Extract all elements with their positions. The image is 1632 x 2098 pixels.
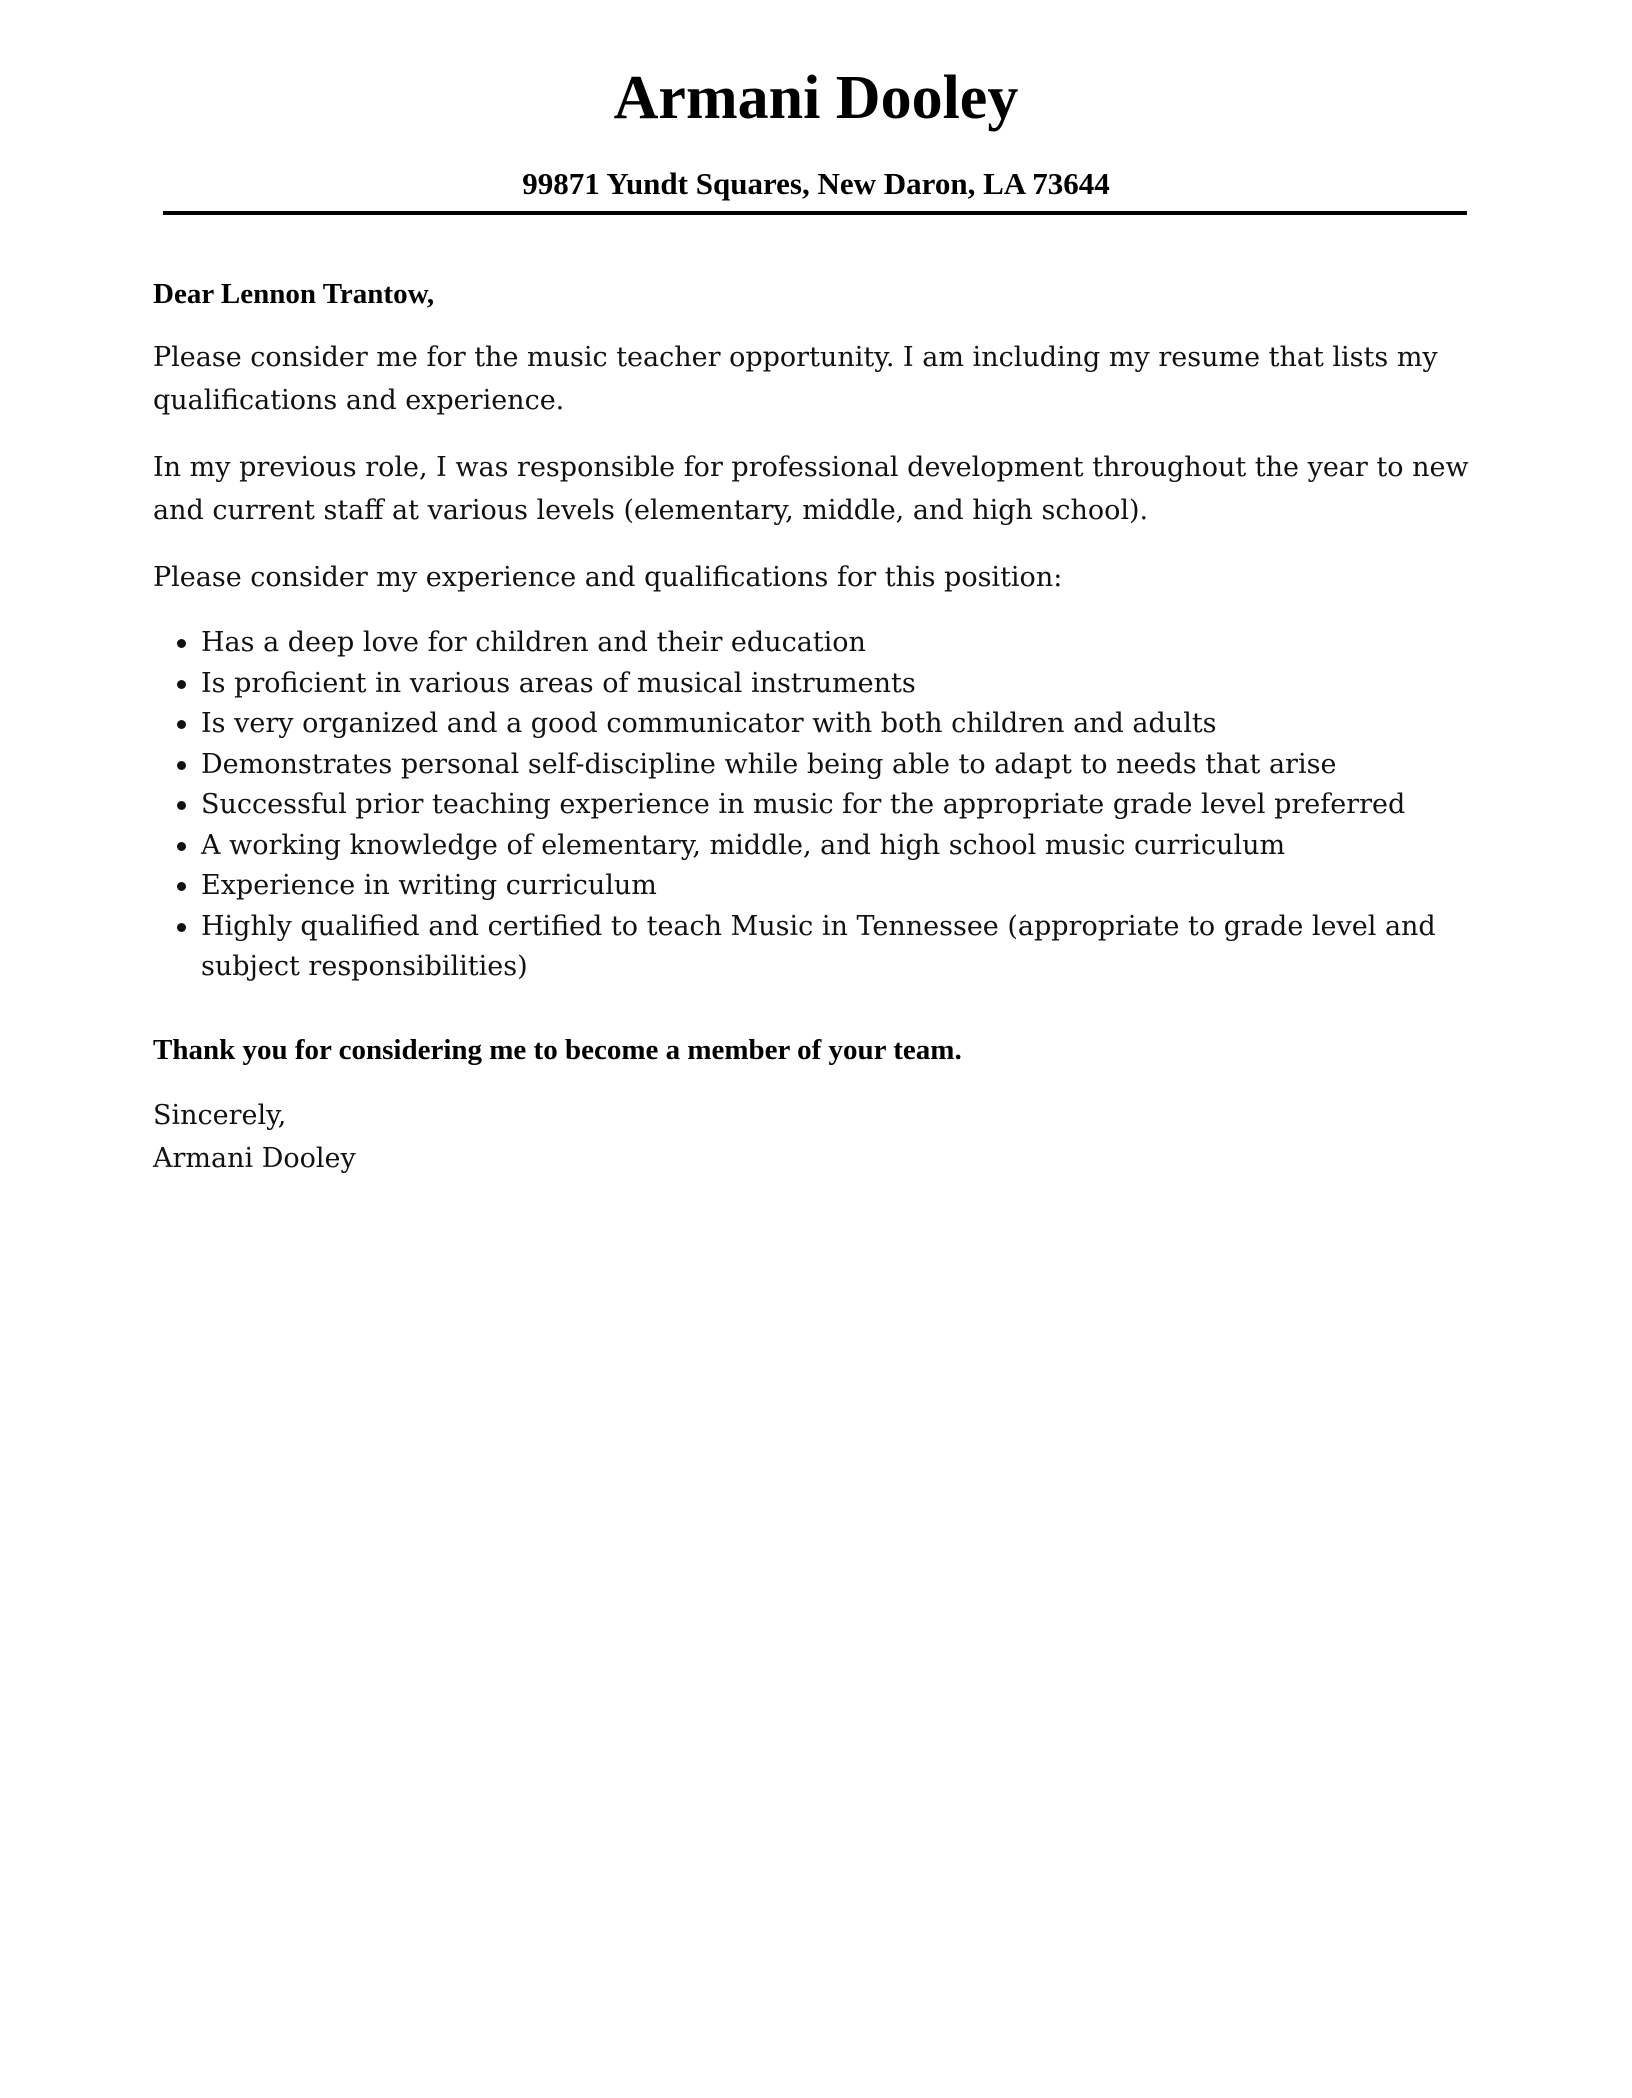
paragraph-qualifications-lead: Please consider my experience and qualifications for this position: (153, 562, 1063, 593)
sender-name: Armani Dooley (613, 64, 1019, 132)
signature-name: Armani Dooley (153, 1142, 356, 1174)
list-item-text: Is proficient in various areas of musical instruments (201, 667, 916, 699)
bullet-icon (177, 923, 186, 932)
sign-off-block (153, 1094, 1483, 1180)
list-item-text: Demonstrates personal self-discipline while being able to adapt to needs that arise (201, 748, 1337, 780)
list-item (153, 826, 1483, 867)
list-item-text: Experience in writing curriculum (201, 870, 657, 901)
list-item (153, 664, 1483, 705)
bullet-icon (177, 801, 186, 810)
list-item (153, 745, 1483, 786)
list-item-text: Is very organized and a good communicator with both children and adults (201, 708, 1217, 739)
list-item (153, 623, 1483, 664)
list-item (153, 704, 1483, 745)
list-item-text: Highly qualified and certified to teach Music in Tennessee (appropriate to grade level and subject responsibilities) (201, 910, 1436, 982)
qualifications-list (153, 623, 1483, 988)
list-item-text: A working knowledge of elementary, middle, and high school music curriculum (201, 829, 1286, 861)
bullet-icon (177, 680, 186, 689)
closing-statement: Thank you for considering me to become a member of your team. (153, 1033, 962, 1066)
bullet-icon (177, 720, 186, 729)
bullet-icon (177, 882, 186, 891)
letter-body (153, 274, 1483, 1180)
list-item-text: Has a deep love for children and their education (201, 627, 866, 658)
salutation: Dear Lennon Trantow, (153, 278, 435, 310)
list-item (153, 907, 1483, 988)
paragraph-intro: Please consider me for the music teacher opportunity. I am including my resume that lists my qualifications and experience. (153, 342, 1438, 416)
sign-off: Sincerely, (153, 1099, 287, 1131)
list-item (153, 866, 1483, 907)
list-item (153, 785, 1483, 826)
bullet-icon (177, 761, 186, 770)
sender-address: 99871 Yundt Squares, New Daron, LA 73644 (522, 166, 1110, 201)
bullet-icon (177, 842, 186, 851)
bullet-icon (177, 639, 186, 648)
header-divider (163, 211, 1467, 215)
list-item-text: Successful prior teaching experience in music for the appropriate grade level preferred (201, 789, 1406, 820)
paragraph-previous-role: In my previous role, I was responsible for professional development throughout the year to new and current staff at various levels (elementary, middle, and high school). (153, 452, 1469, 526)
